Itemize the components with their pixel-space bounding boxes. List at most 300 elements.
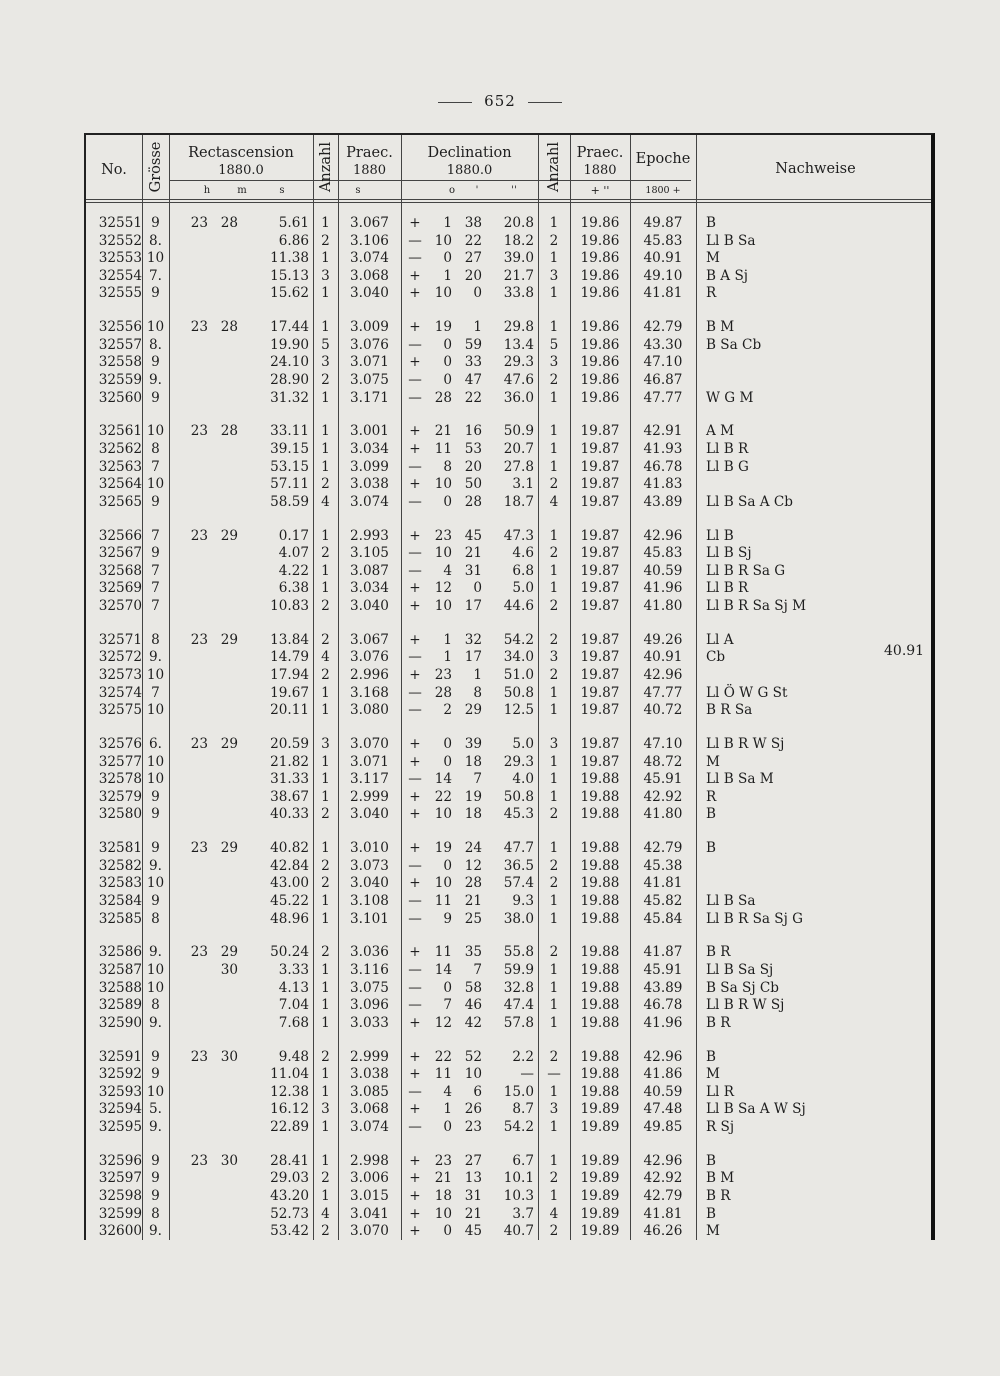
cell-dec-arcmin: 7 [473,962,482,978]
cell-anzahl-ra: 1 [321,215,330,231]
cell-magnitude: 8 [151,997,160,1014]
page-header [0,92,1000,110]
cell-anzahl-dec: 1 [549,423,559,440]
cell-anzahl-dec: 1 [549,753,559,770]
cell-anzahl-ra: 3 [321,736,330,752]
cell-number: 32591 [98,1048,142,1065]
cell-ra-seconds: 6.38 [278,580,309,597]
cell-anzahl-ra: 1 [321,1083,330,1100]
cell-ra-seconds: 7.04 [278,997,309,1014]
cell-ra-hours: 23 [190,319,208,336]
cell-dec-sign: + [409,1048,421,1065]
cell-magnitude: 8 [151,441,160,457]
cell-anzahl-ra: 2 [321,806,330,823]
table-row [86,459,937,477]
cell-ra-minutes: 29 [220,736,238,752]
cell-dec-arcmin: 22 [464,232,482,249]
cell-dec-arcsec: 57.4 [503,875,534,892]
cell-epoche: 42.92 [643,1170,683,1187]
cell-number: 32595 [98,1119,142,1135]
cell-dec-degrees: 2 [443,702,452,719]
cell-praec-dec: 19.88 [580,962,620,978]
table-row [86,685,937,703]
cell-dec-arcmin: 21 [464,545,482,562]
cell-praec-ra: 3.038 [350,476,389,493]
cell-dec-arcsec: 21.7 [503,267,534,284]
cell-dec-arcmin: 39 [464,736,482,752]
cell-dec-arcmin: 28 [464,875,482,892]
cell-anzahl-ra: 4 [321,493,330,510]
cell-anzahl-dec: 1 [549,962,559,978]
header-sub-rule [169,180,691,181]
cell-anzahl-dec: 1 [549,788,559,805]
cell-praec-dec: 19.87 [580,702,620,719]
table-row [86,806,937,824]
cell-number: 32599 [98,1205,142,1222]
table-row [86,1206,937,1224]
cell-anzahl-dec: 2 [549,667,559,683]
cell-praec-dec: 19.87 [580,545,620,562]
cell-nachweise: B Sa Sj Cb [706,979,780,996]
cell-nachweise: B R [706,944,731,961]
cell-dec-arcmin: 18 [464,753,482,770]
cell-ra-seconds: 16.12 [270,1101,309,1118]
cell-dec-arcmin: 8 [473,684,482,701]
cell-dec-degrees: 0 [443,354,452,371]
cell-number: 32555 [98,285,142,302]
cell-anzahl-ra: 3 [321,354,330,371]
cell-nachweise: Ll B R W Sj [706,736,785,752]
cell-dec-sign: — [408,771,422,788]
cell-dec-sign: + [409,667,421,683]
cell-dec-sign: + [409,1014,421,1031]
cell-dec-arcmin: 27 [464,1152,482,1169]
cell-nachweise: A M [706,423,735,440]
cell-nachweise: Ll A [706,631,734,648]
cell-praec-dec: 19.88 [580,857,620,874]
cell-dec-sign: — [408,493,422,510]
cell-nachweise: M [706,250,720,267]
cell-epoche: 42.96 [643,527,683,544]
cell-anzahl-ra: 1 [321,840,330,857]
cell-dec-arcsec: 36.0 [503,389,534,406]
cell-number: 32586 [98,944,142,961]
cell-magnitude: 9 [151,389,160,406]
cell-magnitude: 9 [151,893,160,909]
header-dec-degrees: o [448,185,456,196]
cell-dec-sign: + [409,806,421,823]
cell-epoche: 41.93 [643,441,683,457]
cell-magnitude: 9 [151,840,160,857]
cell-dec-degrees: 1 [443,631,452,648]
cell-praec-dec: 19.87 [580,631,620,648]
cell-dec-degrees: 0 [443,1119,452,1135]
cell-dec-degrees: 8 [443,458,452,475]
cell-anzahl-dec: — [547,1066,561,1083]
cell-praec-dec: 19.87 [580,458,620,475]
cell-epoche: 45.82 [643,893,683,909]
cell-praec-dec: 19.87 [580,736,620,752]
cell-dec-arcmin: 13 [464,1170,482,1187]
table-row [86,771,937,789]
cell-dec-arcmin: 31 [464,1188,482,1204]
cell-ra-seconds: 43.00 [270,875,309,892]
header-epoche: Epoche [635,151,691,167]
cell-dec-degrees: 21 [434,1170,452,1187]
cell-anzahl-dec: 3 [549,649,559,666]
cell-dec-sign: + [409,840,421,857]
cell-anzahl-ra: 2 [321,875,330,892]
header-anzahl-dec: Anzahl [546,141,562,193]
table-row [86,997,937,1015]
cell-epoche: 42.92 [643,788,683,805]
cell-dec-arcmin: 12 [464,857,482,874]
cell-ra-minutes: 30 [220,1152,238,1169]
cell-anzahl-ra: 1 [321,1066,330,1083]
cell-dec-degrees: 12 [434,1014,452,1031]
cell-dec-sign: + [409,580,421,597]
cell-anzahl-ra: 1 [321,389,330,406]
cell-dec-arcsec: 54.2 [503,1119,534,1135]
cell-ra-seconds: 22.89 [270,1119,309,1135]
cell-nachweise: Ll B [706,527,734,544]
header-ra-seconds: s [279,185,285,196]
cell-dec-degrees: 10 [434,598,452,614]
table-row [86,789,937,807]
cell-praec-dec: 19.89 [580,1101,620,1118]
table-row [86,528,937,546]
cell-magnitude: 5. [149,1101,162,1118]
cell-nachweise: Ll B Sa [706,893,756,909]
cell-anzahl-ra: 2 [321,372,330,388]
cell-dec-arcsec: 4.6 [512,545,534,562]
cell-epoche: 42.79 [643,840,683,857]
cell-dec-degrees: 0 [443,372,452,388]
cell-nachweise: B Sa Cb [706,336,762,353]
cell-praec-dec: 19.88 [580,771,620,788]
cell-ra-seconds: 19.67 [270,684,309,701]
cell-anzahl-dec: 1 [549,910,559,927]
cell-magnitude: 7. [149,267,162,284]
cell-magnitude: 9 [151,1170,160,1187]
cell-praec-ra: 2.999 [350,788,389,805]
cell-praec-ra: 3.074 [350,493,389,510]
cell-anzahl-ra: 1 [321,423,330,440]
cell-anzahl-ra: 1 [321,788,330,805]
cell-epoche: 47.77 [643,684,683,701]
cell-dec-arcmin: 22 [464,389,482,406]
cell-praec-dec: 19.86 [580,232,620,249]
cell-dec-sign: + [409,215,421,231]
header-rule-left [438,102,472,103]
cell-anzahl-dec: 1 [549,840,559,857]
cell-praec-ra: 3.087 [350,562,389,579]
cell-number: 32569 [98,580,142,597]
cell-magnitude: 9 [151,1048,160,1065]
cell-ra-seconds: 31.32 [270,389,309,406]
cell-magnitude: 10 [146,702,165,719]
cell-epoche: 43.30 [643,336,683,353]
cell-dec-arcmin: 0 [473,580,482,597]
cell-praec-ra: 3.108 [350,893,389,909]
cell-number: 32576 [98,736,142,752]
cell-dec-arcmin: 38 [464,215,482,231]
cell-ra-seconds: 24.10 [270,354,309,371]
cell-anzahl-ra: 1 [321,893,330,909]
cell-praec-dec: 19.86 [580,250,620,267]
cell-dec-degrees: 14 [434,962,452,978]
cell-epoche: 45.38 [643,857,683,874]
cell-praec-dec: 19.88 [580,1066,620,1083]
cell-anzahl-dec: 1 [549,250,559,267]
cell-nachweise: Ll B R W Sj [706,997,785,1014]
cell-nachweise: M [706,1223,720,1240]
cell-anzahl-dec: 3 [549,1101,559,1118]
table-row [86,441,937,459]
cell-number: 32557 [98,336,142,353]
cell-ra-hours: 23 [190,736,208,752]
cell-number: 32580 [98,806,142,823]
margin-note: 40.91 [884,643,925,659]
cell-dec-arcsec: 34.0 [503,649,534,666]
cell-nachweise: Ll B R [706,441,749,457]
cell-praec-ra: 3.034 [350,580,389,597]
cell-number: 32558 [98,354,142,371]
cell-dec-arcmin: 45 [464,1223,482,1240]
cell-ra-seconds: 53.42 [270,1223,309,1240]
cell-nachweise: R [706,788,717,805]
cell-dec-arcsec: 32.8 [503,979,534,996]
cell-anzahl-dec: 2 [549,476,559,493]
cell-anzahl-ra: 2 [321,944,330,961]
cell-anzahl-dec: 1 [549,562,559,579]
cell-dec-arcmin: 21 [464,893,482,909]
cell-ra-seconds: 7.68 [278,1014,309,1031]
cell-dec-degrees: 11 [434,1066,452,1083]
cell-anzahl-dec: 4 [549,1205,559,1222]
cell-anzahl-dec: 2 [549,875,559,892]
cell-nachweise: Ll B Sa A W Sj [706,1101,806,1118]
cell-ra-seconds: 50.24 [270,944,309,961]
cell-number: 32562 [98,441,142,457]
cell-dec-arcmin: 24 [464,840,482,857]
table-row [86,354,937,372]
cell-ra-seconds: 38.67 [270,788,309,805]
cell-anzahl-dec: 1 [549,441,559,457]
cell-ra-seconds: 19.90 [270,336,309,353]
cell-ra-seconds: 53.15 [270,458,309,475]
cell-dec-arcmin: 20 [464,267,482,284]
cell-anzahl-dec: 1 [549,1083,559,1100]
cell-anzahl-dec: 1 [549,389,559,406]
cell-magnitude: 10 [146,962,165,978]
cell-dec-arcmin: 47 [464,372,482,388]
cell-ra-seconds: 28.41 [270,1152,309,1169]
cell-praec-ra: 3.041 [350,1205,389,1222]
cell-ra-seconds: 0.17 [278,527,309,544]
cell-nachweise: B M [706,1170,735,1187]
cell-epoche: 40.59 [643,1083,683,1100]
cell-praec-dec: 19.87 [580,476,620,493]
cell-nachweise: Ll B R Sa Sj M [706,598,807,614]
table-row [86,319,937,337]
cell-praec-ra: 3.067 [350,215,389,231]
cell-nachweise: B A Sj [706,267,748,284]
cell-ra-seconds: 17.94 [270,667,309,683]
cell-nachweise: Ll B R [706,580,749,597]
cell-ra-seconds: 9.48 [278,1048,309,1065]
cell-ra-minutes: 30 [220,962,238,978]
cell-dec-sign: — [408,545,422,562]
cell-praec-dec: 19.89 [580,1170,620,1187]
table-row [86,632,937,650]
cell-number: 32590 [98,1014,142,1031]
cell-dec-arcmin: 17 [464,649,482,666]
cell-ra-seconds: 42.84 [270,857,309,874]
cell-anzahl-ra: 2 [321,598,330,614]
cell-ra-seconds: 20.59 [270,736,309,752]
cell-praec-ra: 3.085 [350,1083,389,1100]
page-number: 652 [484,92,516,110]
table-row [86,911,937,929]
cell-praec-ra: 3.101 [350,910,389,927]
cell-anzahl-dec: 2 [549,1223,559,1240]
cell-nachweise: B [706,1205,716,1222]
cell-ra-seconds: 15.62 [270,285,309,302]
cell-nachweise: B R Sa [706,702,753,719]
cell-anzahl-ra: 2 [321,1170,330,1187]
cell-anzahl-ra: 4 [321,649,330,666]
cell-dec-arcsec: 13.4 [503,336,534,353]
cell-anzahl-ra: 1 [321,285,330,302]
header-ra-title: Rectascension [188,145,294,161]
cell-ra-seconds: 14.79 [270,649,309,666]
table-row [86,1101,937,1119]
cell-magnitude: 9. [149,649,162,666]
cell-number: 32577 [98,753,142,770]
cell-dec-sign: — [408,702,422,719]
cell-dec-sign: + [409,1205,421,1222]
cell-epoche: 45.91 [643,962,683,978]
cell-dec-arcsec: 57.8 [503,1014,534,1031]
cell-ra-hours: 23 [190,944,208,961]
cell-magnitude: 7 [151,562,160,579]
cell-dec-arcsec: 47.3 [503,527,534,544]
cell-magnitude: 9 [151,1066,160,1083]
cell-anzahl-ra: 1 [321,1152,330,1169]
cell-dec-arcsec: 36.5 [503,857,534,874]
cell-number: 32559 [98,372,142,388]
cell-number: 32572 [98,649,142,666]
cell-praec-dec: 19.87 [580,580,620,597]
cell-praec-dec: 19.87 [580,527,620,544]
table-row [86,980,937,998]
cell-dec-degrees: 22 [434,1048,452,1065]
cell-anzahl-ra: 1 [321,962,330,978]
header-groesse: Grösse [148,141,164,193]
cell-praec-dec: 19.87 [580,562,620,579]
cell-dec-sign: — [408,649,422,666]
cell-praec-dec: 19.88 [580,1014,620,1031]
cell-ra-minutes: 30 [220,1048,238,1065]
cell-dec-degrees: 10 [434,875,452,892]
header-praec-ra-unit: s [355,185,361,196]
cell-epoche: 41.81 [643,285,683,302]
cell-epoche: 46.26 [643,1223,683,1240]
cell-praec-dec: 19.86 [580,285,620,302]
cell-epoche: 41.86 [643,1066,683,1083]
cell-ra-seconds: 29.03 [270,1170,309,1187]
cell-number: 32571 [98,631,142,648]
cell-dec-arcmin: 27 [464,250,482,267]
cell-anzahl-ra: 1 [321,997,330,1014]
cell-dec-arcmin: 50 [464,476,482,493]
cell-dec-arcsec: 47.7 [503,840,534,857]
cell-praec-dec: 19.87 [580,598,620,614]
cell-dec-degrees: 0 [443,753,452,770]
cell-praec-dec: 19.88 [580,788,620,805]
cell-praec-dec: 19.86 [580,389,620,406]
cell-nachweise: Ll B Sa M [706,771,774,788]
cell-nachweise: W G M [706,389,754,406]
cell-dec-degrees: 19 [434,319,452,336]
cell-magnitude: 8 [151,631,160,648]
cell-ra-hours: 23 [190,215,208,231]
cell-praec-ra: 2.996 [350,667,389,683]
cell-dec-arcmin: 25 [464,910,482,927]
cell-magnitude: 8. [149,232,162,249]
cell-number: 32564 [98,476,142,493]
cell-praec-ra: 3.076 [350,336,389,353]
table-row [86,390,937,408]
cell-anzahl-dec: 2 [549,857,559,874]
cell-dec-arcsec: 8.7 [512,1101,534,1118]
cell-ra-minutes: 29 [220,631,238,648]
cell-dec-arcmin: 45 [464,527,482,544]
cell-magnitude: 9. [149,1014,162,1031]
table-row [86,1066,937,1084]
cell-dec-arcsec: 38.0 [503,910,534,927]
cell-ra-seconds: 5.61 [278,215,309,231]
cell-number: 32594 [98,1101,142,1118]
cell-praec-ra: 3.074 [350,250,389,267]
cell-ra-seconds: 45.22 [270,893,309,909]
cell-epoche: 41.96 [643,1014,683,1031]
cell-number: 32566 [98,527,142,544]
cell-epoche: 49.10 [643,267,683,284]
cell-anzahl-ra: 4 [321,1205,330,1222]
table-row [86,337,937,355]
cell-dec-sign: + [409,944,421,961]
cell-dec-arcsec: 3.7 [512,1205,534,1222]
cell-praec-dec: 19.88 [580,893,620,909]
cell-anzahl-ra: 1 [321,910,330,927]
table-row [86,233,937,251]
cell-praec-dec: 19.87 [580,753,620,770]
table-row [86,754,937,772]
cell-nachweise: Ll B G [706,458,749,475]
cell-dec-sign: — [408,684,422,701]
cell-magnitude: 10 [146,875,165,892]
cell-ra-minutes: 28 [220,423,238,440]
cell-magnitude: 9 [151,1188,160,1204]
cell-anzahl-ra: 1 [321,250,330,267]
cell-epoche: 42.79 [643,319,683,336]
cell-epoche: 42.79 [643,1188,683,1204]
cell-praec-dec: 19.87 [580,441,620,457]
cell-ra-seconds: 31.33 [270,771,309,788]
cell-dec-arcmin: 26 [464,1101,482,1118]
